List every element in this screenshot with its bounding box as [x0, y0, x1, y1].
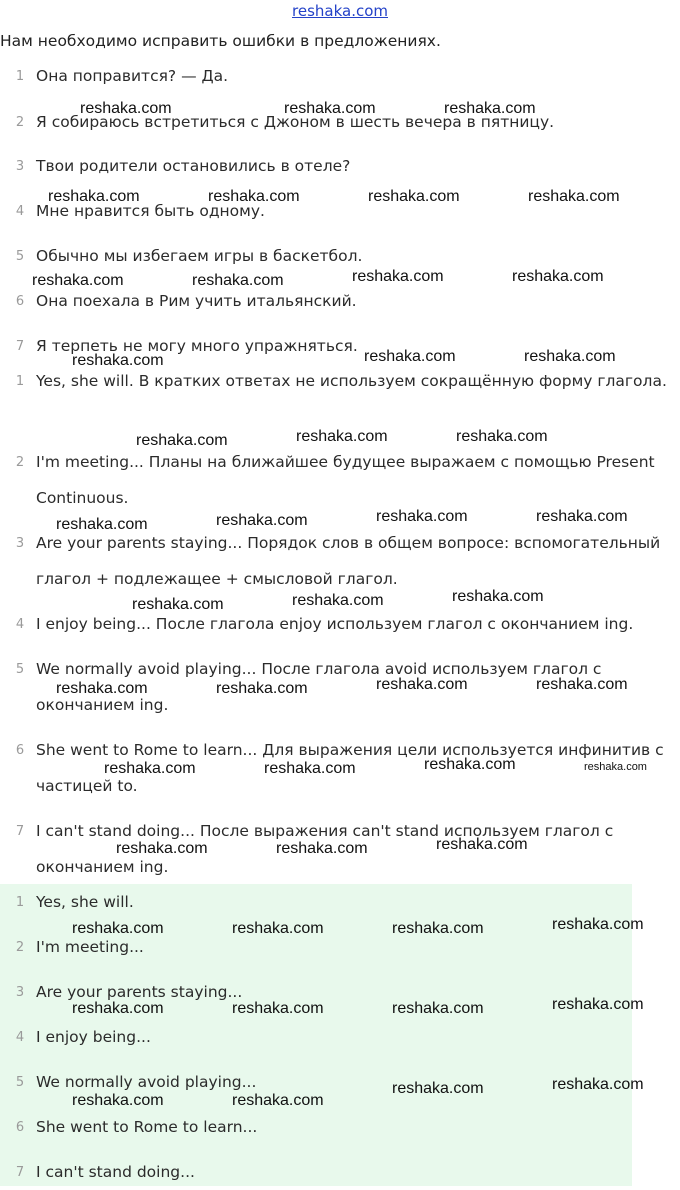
item-text: She went to Rome to learn... Для выражения цели используется инфинитив с частицей to.: [36, 741, 669, 795]
watermark: reshaka.com: [80, 100, 172, 117]
item-number: 3: [15, 985, 25, 1000]
watermark: reshaka.com: [104, 760, 196, 777]
watermark: reshaka.com: [552, 916, 644, 933]
item-number: 7: [15, 824, 25, 839]
watermark: reshaka.com: [552, 996, 644, 1013]
item-number: 7: [15, 339, 25, 354]
item-number: 2: [15, 940, 25, 955]
watermark: reshaka.com: [536, 508, 628, 525]
item-text: Are your parents staying... Порядок слов в общем вопросе: вспомогательный глагол + подлежащее + смысловой глагол.: [36, 534, 666, 588]
item-number: 2: [15, 455, 25, 470]
item-number: 7: [15, 1165, 25, 1180]
watermark: reshaka.com: [232, 1000, 324, 1017]
watermark: reshaka.com: [376, 676, 468, 693]
item-text: She went to Rome to learn...: [36, 1118, 258, 1136]
item-text: Я собираюсь встретиться с Джоном в шесть вечера в пятницу.: [36, 113, 555, 131]
item-number: 4: [15, 617, 25, 632]
item-number: 3: [15, 159, 25, 174]
watermark: reshaka.com: [292, 592, 384, 609]
item-text: I enjoy being...: [36, 1028, 151, 1046]
watermark: reshaka.com: [208, 188, 300, 205]
item-number: 1: [15, 374, 25, 389]
item-number: 6: [15, 294, 25, 309]
watermark: reshaka.com: [368, 188, 460, 205]
item-number: 5: [15, 662, 25, 677]
watermark: reshaka.com: [456, 428, 548, 445]
site-link[interactable]: reshaka.com: [292, 2, 388, 20]
item-text: Yes, she will.: [36, 893, 134, 911]
item-text: We normally avoid playing... После глагола avoid используем глагол с окончанием ing.: [36, 660, 607, 714]
item-number: 1: [15, 69, 25, 84]
watermark: reshaka.com: [56, 680, 148, 697]
watermark: reshaka.com: [72, 920, 164, 937]
watermark: reshaka.com: [364, 348, 456, 365]
watermark: reshaka.com: [192, 272, 284, 289]
item-text: I can't stand doing...: [36, 1163, 195, 1181]
watermark: reshaka.com: [452, 588, 544, 605]
watermark: reshaka.com: [528, 188, 620, 205]
item-number: 6: [15, 743, 25, 758]
watermark: reshaka.com: [136, 432, 228, 449]
item-text: We normally avoid playing...: [36, 1073, 257, 1091]
watermark: reshaka.com: [284, 100, 376, 117]
watermark: reshaka.com: [436, 836, 528, 853]
watermark: reshaka.com: [72, 1092, 164, 1109]
item-number: 5: [15, 249, 25, 264]
item-text: Мне нравится быть одному.: [36, 202, 265, 220]
item-text: Твои родители остановились в отеле?: [36, 157, 351, 175]
watermark: reshaka.com: [444, 100, 536, 117]
item-text: I'm meeting...: [36, 938, 144, 956]
watermark: reshaka.com: [352, 268, 444, 285]
item-text: Я терпеть не могу много упражняться.: [36, 337, 358, 355]
watermark: reshaka.com: [32, 272, 124, 289]
task-intro: Нам необходимо исправить ошибки в предложениях.: [0, 32, 441, 50]
watermark: reshaka.com: [132, 596, 224, 613]
watermark: reshaka.com: [232, 920, 324, 937]
watermark: reshaka.com: [512, 268, 604, 285]
watermark: reshaka.com: [48, 188, 140, 205]
watermark: reshaka.com: [232, 1092, 324, 1109]
watermark: reshaka.com: [536, 676, 628, 693]
watermark: reshaka.com: [56, 516, 148, 533]
watermark: reshaka.com: [584, 761, 647, 773]
watermark: reshaka.com: [392, 920, 484, 937]
item-number: 5: [15, 1075, 25, 1090]
item-text: I enjoy being... После глагола enjoy используем глагол с окончанием ing.: [36, 615, 634, 633]
watermark: reshaka.com: [552, 1076, 644, 1093]
watermark: reshaka.com: [216, 512, 308, 529]
watermark: reshaka.com: [376, 508, 468, 525]
watermark: reshaka.com: [264, 760, 356, 777]
item-text: I'm meeting... Планы на ближайшее будущее выражаем с помощью Present Continuous.: [36, 453, 660, 507]
watermark: reshaka.com: [116, 840, 208, 857]
item-number: 3: [15, 536, 25, 551]
watermark: reshaka.com: [392, 1000, 484, 1017]
watermark: reshaka.com: [72, 1000, 164, 1017]
item-number: 1: [15, 895, 25, 910]
watermark: reshaka.com: [72, 352, 164, 369]
watermark: reshaka.com: [276, 840, 368, 857]
item-text: Она поправится? — Да.: [36, 67, 229, 85]
item-text: Are your parents staying...: [36, 983, 243, 1001]
watermark: reshaka.com: [296, 428, 388, 445]
watermark: reshaka.com: [392, 1080, 484, 1097]
item-number: 4: [15, 204, 25, 219]
item-number: 4: [15, 1030, 25, 1045]
item-text: I can't stand doing... После выражения can't stand используем глагол с окончанием ing.: [36, 822, 619, 876]
item-text: Обычно мы избегаем игры в баскетбол.: [36, 247, 363, 265]
watermark: reshaka.com: [524, 348, 616, 365]
item-number: 2: [15, 115, 25, 130]
item-text: Она поехала в Рим учить итальянский.: [36, 292, 357, 310]
watermark: reshaka.com: [216, 680, 308, 697]
item-number: 6: [15, 1120, 25, 1135]
item-text: Yes, she will. В кратких ответах не используем сокращённую форму глагола.: [36, 372, 667, 390]
watermark: reshaka.com: [424, 756, 516, 773]
